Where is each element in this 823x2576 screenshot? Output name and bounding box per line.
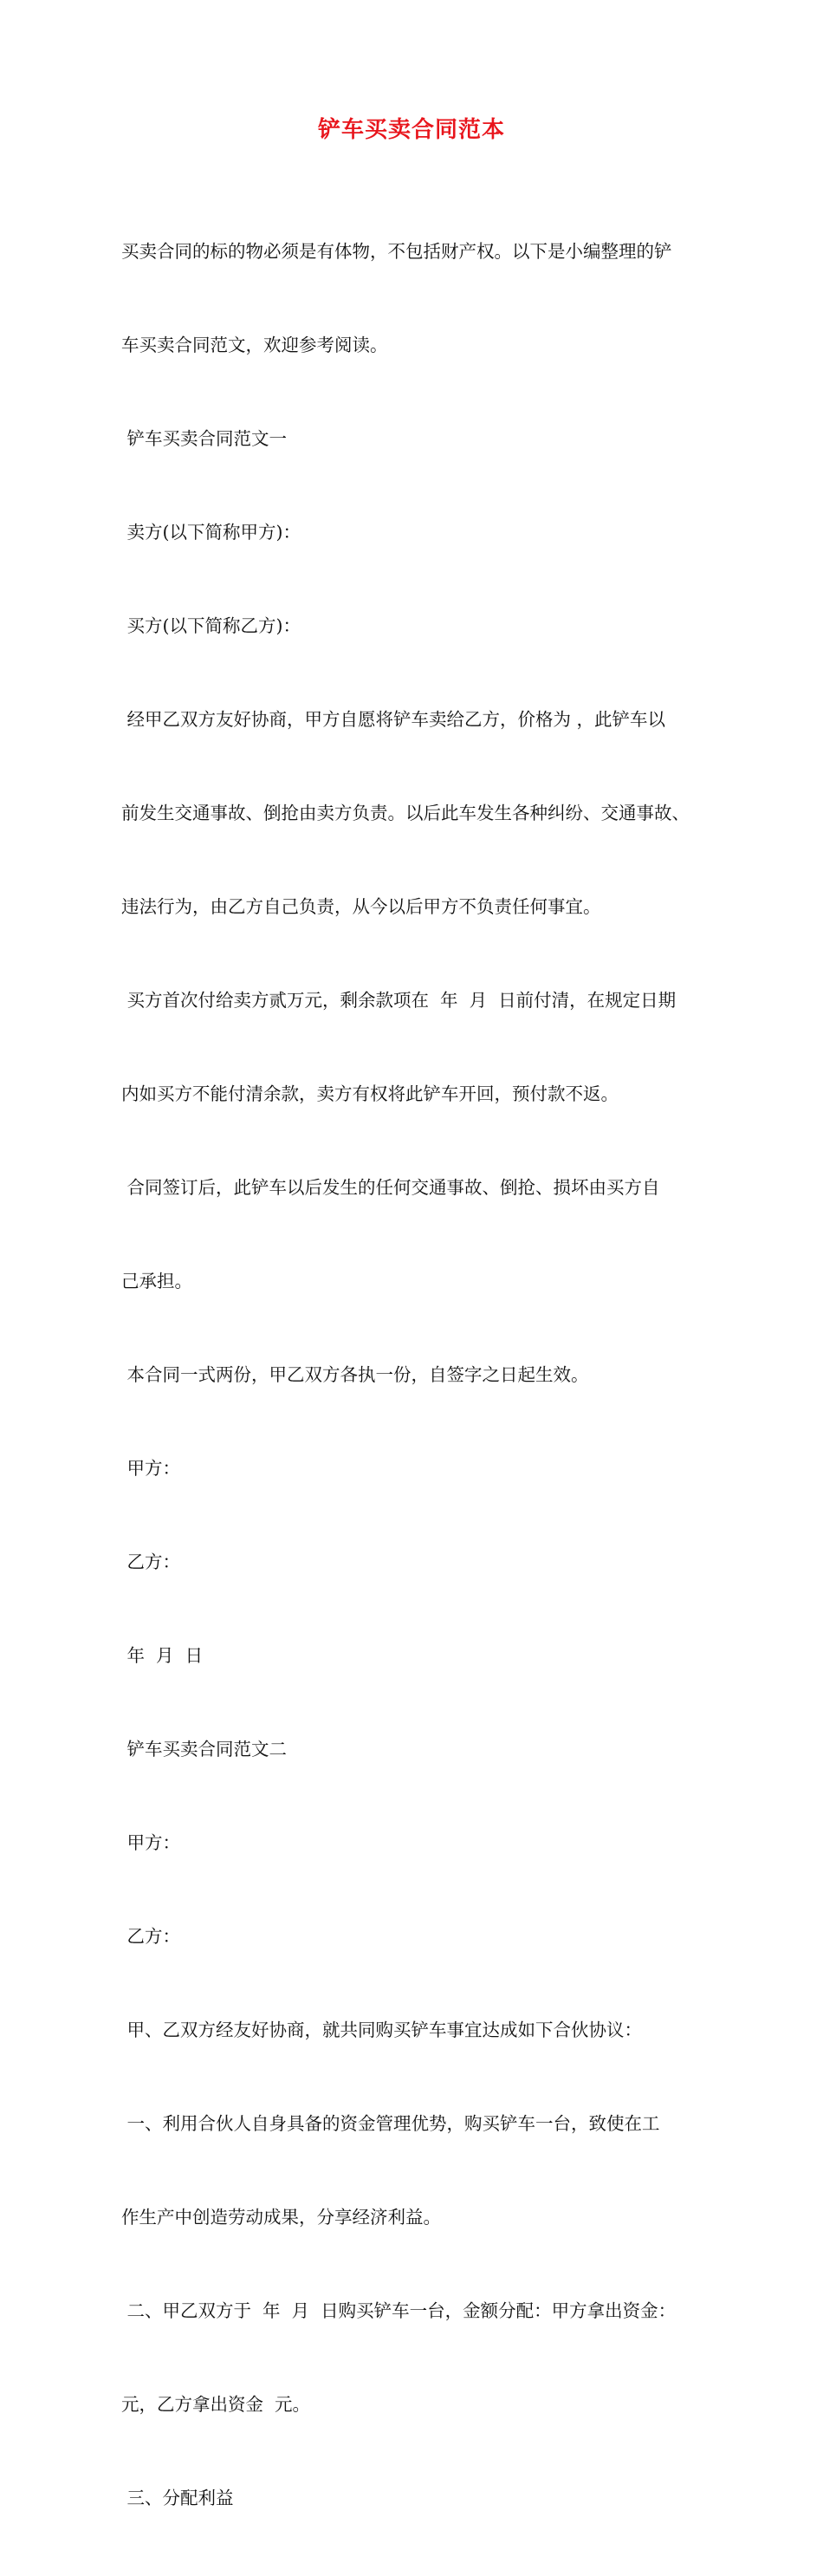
text-line: 作生产中创造劳动成果，分享经济利益。 — [121, 2207, 441, 2228]
text-line: 甲方： — [121, 1458, 181, 1479]
text-line: 年 月 日 — [121, 1645, 204, 1666]
text-line: 铲车买卖合同范文一 — [121, 428, 288, 449]
text-line: 一、利用合伙人自身具备的资金管理优势，购买铲车一台，致使在工 — [121, 2113, 660, 2134]
text-line: 己承担。 — [121, 1271, 192, 1291]
document-title: 铲车买卖合同范本 — [317, 117, 505, 143]
text-line: 车买卖合同范文，欢迎参考阅读。 — [121, 335, 388, 355]
text-line: 甲、乙双方经友好协商，就共同购买铲车事宜达成如下合伙协议： — [121, 2020, 643, 2040]
document-body — [121, 173, 728, 2576]
text-line: 经甲乙双方友好协商，甲方自愿将铲车卖给乙方，价格为 ，此铲车以 — [121, 709, 666, 730]
text-line: 元，乙方拿出资金 元。 — [121, 2394, 311, 2415]
text-line: 卖方(以下简称甲方)： — [121, 522, 301, 543]
text-line: 合同签订后，此铲车以后发生的任何交通事故、倒抢、损坏由买方自 — [121, 1177, 660, 1198]
text-line: 铲车买卖合同范文二 — [121, 1739, 288, 1760]
text-line: 违法行为，由乙方自己负责，从今以后甲方不负责任何事宜。 — [121, 896, 601, 917]
text-line: 三、分配利益 — [121, 2488, 234, 2508]
text-line: 乙方： — [121, 1551, 181, 1572]
text-line: 甲方： — [121, 1832, 181, 1853]
text-line: 二、甲乙双方于 年 月 日购买铲车一台，金额分配：甲方拿出资金： — [121, 2300, 677, 2321]
text-line: 买方首次付给卖方贰万元，剩余款项在 年 月 日前付清，在规定日期 — [121, 990, 677, 1011]
text-line: 本合同一式两份，甲乙双方各执一份，自签字之日起生效。 — [121, 1364, 589, 1385]
text-line: 买卖合同的标的物必须是有体物，不包括财产权。以下是小编整理的铲 — [121, 241, 672, 262]
text-line: 乙方： — [121, 1926, 181, 1947]
text-line: 前发生交通事故、倒抢由卖方负责。以后此车发生各种纠纷、交通事故、 — [121, 803, 690, 823]
text-line: 买方(以下简称乙方)： — [121, 615, 301, 636]
text-line: 内如买方不能付清余款，卖方有权将此铲车开回，预付款不返。 — [121, 1083, 619, 1104]
